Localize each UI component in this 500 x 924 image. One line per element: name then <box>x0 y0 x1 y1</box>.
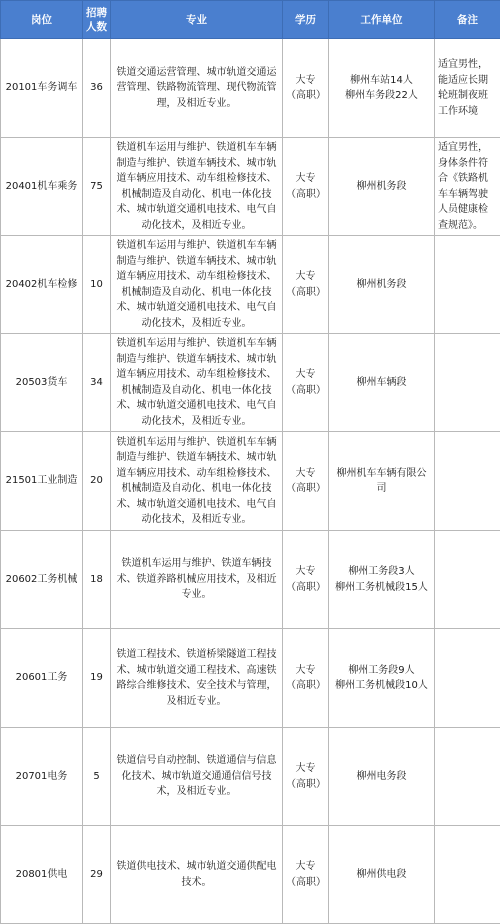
table-row <box>1 728 500 826</box>
header-post: 岗位 <box>1 1 83 39</box>
education-cell: 大专 （高职） <box>283 629 329 728</box>
count-cell: 75 <box>83 138 111 236</box>
count-cell: 29 <box>83 826 111 924</box>
note-cell <box>435 629 500 728</box>
major-cell: 铁道机车运用与维护、铁道车辆技术、铁道养路机械应用技术，及相近专业。 <box>111 531 283 629</box>
header-note: 备注 <box>435 1 500 39</box>
header-education: 学历 <box>283 1 329 39</box>
work-unit-cell: 柳州车辆段 <box>329 334 435 432</box>
note-cell <box>435 432 500 531</box>
table-row <box>1 826 500 924</box>
major-cell: 铁道机车运用与维护、铁道机车车辆制造与维护、铁道车辆技术、城市轨道车辆应用技术、动车组检修技术、机械制造及自动化、机电一体化技术、城市轨道交通机电技术、电气自动化技术，及相近专业。 <box>111 236 283 334</box>
major-cell: 铁道机车运用与维护、铁道机车车辆制造与维护、铁道车辆技术、城市轨道车辆应用技术、动车组检修技术、机械制造及自动化、机电一体化技术、城市轨道交通机电技术、电气自动化技术，及相近专业。 <box>111 334 283 432</box>
table-row <box>1 138 500 236</box>
major-cell: 铁道交通运营管理、城市轨道交通运营管理、铁路物流管理、现代物流管理，及相近专业。 <box>111 39 283 138</box>
post-cell: 20801供电 <box>1 826 83 924</box>
table-row <box>1 334 500 432</box>
note-cell <box>435 826 500 924</box>
header-count: 招聘 人数 <box>83 1 111 39</box>
post-cell: 20101车务调车 <box>1 39 83 138</box>
count-cell: 20 <box>83 432 111 531</box>
work-unit-cell: 柳州车站14人 柳州车务段22人 <box>329 39 435 138</box>
education-cell: 大专 （高职） <box>283 728 329 826</box>
table-row <box>1 236 500 334</box>
post-cell: 20503货车 <box>1 334 83 432</box>
table-row <box>1 531 500 629</box>
post-cell: 21501工业制造 <box>1 432 83 531</box>
major-cell: 铁道机车运用与维护、铁道机车车辆制造与维护、铁道车辆技术、城市轨道车辆应用技术、动车组检修技术、机械制造及自动化、机电一体化技术、城市轨道交通机电技术、电气自动化技术，及相近专业。 <box>111 138 283 236</box>
post-cell: 20401机车乘务 <box>1 138 83 236</box>
header-row <box>1 1 500 39</box>
education-cell: 大专 （高职） <box>283 432 329 531</box>
post-cell: 20701电务 <box>1 728 83 826</box>
header-major: 专业 <box>111 1 283 39</box>
count-cell: 19 <box>83 629 111 728</box>
table-row <box>1 39 500 138</box>
work-unit-cell: 柳州机车车辆有限公司 <box>329 432 435 531</box>
work-unit-cell: 柳州供电段 <box>329 826 435 924</box>
header-work-unit: 工作单位 <box>329 1 435 39</box>
post-cell: 20402机车检修 <box>1 236 83 334</box>
education-cell: 大专 （高职） <box>283 531 329 629</box>
major-cell: 铁道信号自动控制、铁道通信与信息化技术、城市轨道交通通信信号技术，及相近专业。 <box>111 728 283 826</box>
work-unit-cell: 柳州电务段 <box>329 728 435 826</box>
post-cell: 20602工务机械 <box>1 531 83 629</box>
work-unit-cell: 柳州工务段3人 柳州工务机械段15人 <box>329 531 435 629</box>
major-cell: 铁道工程技术、铁道桥梁隧道工程技术、城市轨道交通工程技术、高速铁路综合维修技术、安全技术与管理，及相近专业。 <box>111 629 283 728</box>
note-cell: 适宜男性，身体条件符合《铁路机车车辆驾驶人员健康检查规范》。 <box>435 138 500 236</box>
work-unit-cell: 柳州机务段 <box>329 236 435 334</box>
education-cell: 大专 （高职） <box>283 826 329 924</box>
count-cell: 36 <box>83 39 111 138</box>
major-cell: 铁道机车运用与维护、铁道机车车辆制造与维护、铁道车辆技术、城市轨道车辆应用技术、动车组检修技术、机械制造及自动化、机电一体化技术、城市轨道交通机电技术、电气自动化技术，及相近专业。 <box>111 432 283 531</box>
work-unit-cell: 柳州机务段 <box>329 138 435 236</box>
post-cell: 20601工务 <box>1 629 83 728</box>
note-cell <box>435 334 500 432</box>
education-cell: 大专 （高职） <box>283 138 329 236</box>
education-cell: 大专 （高职） <box>283 334 329 432</box>
table-row <box>1 432 500 531</box>
major-cell: 铁道供电技术、城市轨道交通供配电技术。 <box>111 826 283 924</box>
count-cell: 5 <box>83 728 111 826</box>
work-unit-cell: 柳州工务段9人 柳州工务机械段10人 <box>329 629 435 728</box>
note-cell: 适宜男性，能适应长期轮班制夜班工作环境 <box>435 39 500 138</box>
table-row <box>1 629 500 728</box>
count-cell: 34 <box>83 334 111 432</box>
education-cell: 大专 （高职） <box>283 236 329 334</box>
count-cell: 18 <box>83 531 111 629</box>
note-cell <box>435 531 500 629</box>
note-cell <box>435 728 500 826</box>
count-cell: 10 <box>83 236 111 334</box>
education-cell: 大专 （高职） <box>283 39 329 138</box>
note-cell <box>435 236 500 334</box>
